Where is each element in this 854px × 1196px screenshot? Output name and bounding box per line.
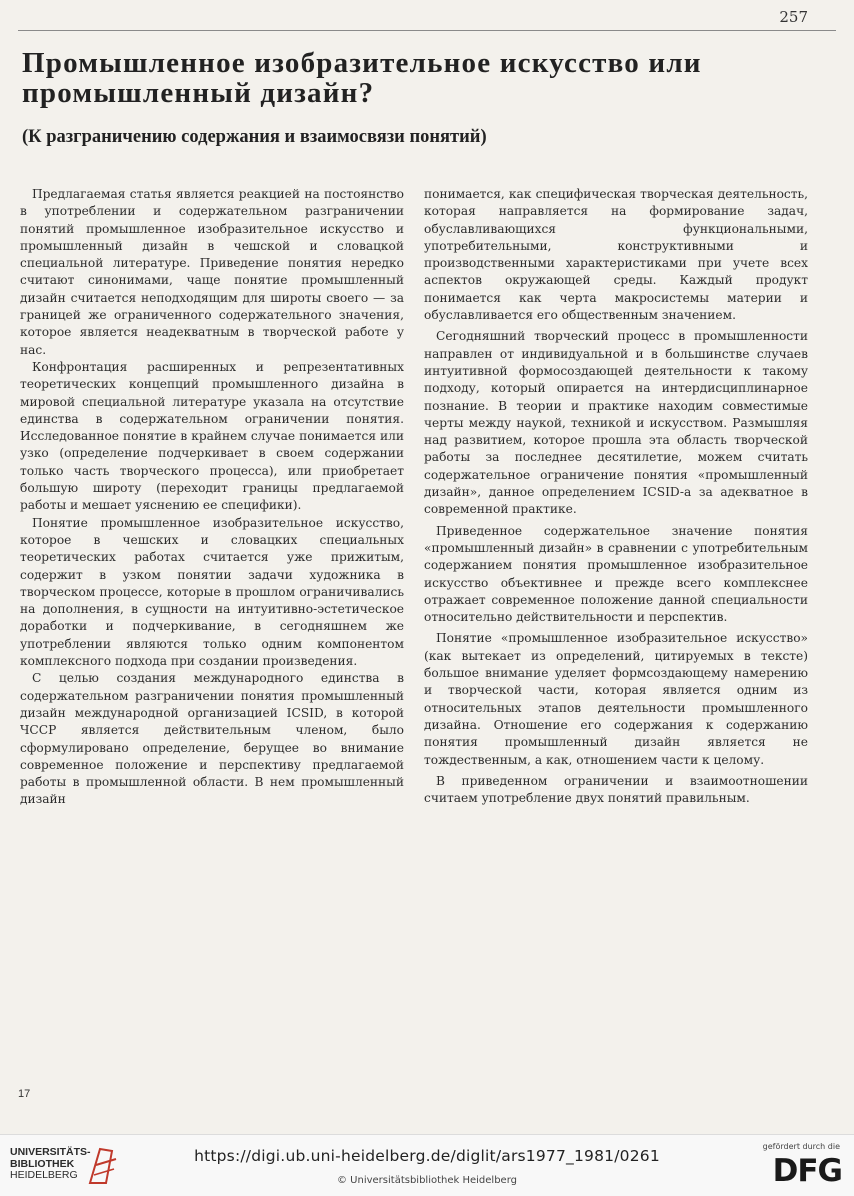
article-title: Промышленное изобразительное искусство или промышленный дизайн? [22, 47, 702, 109]
paragraph: В приведенном ограничении и взаимоотношении считаем употребление двух понятий правильным. [424, 773, 808, 806]
paragraph: Приведенное содержательное значение понятия «промышленный дизайн» в сравнении с употребительным содержанием понятия промышленное изобразительное искусство объективнее и прежде всего комплекснее отражает современное положение данной специальности относительно действительности и перспектив. [424, 523, 808, 625]
viewer-footer [0, 1134, 854, 1196]
paragraph: Конфронтация расширенных и репрезентативных теоретических концепций промышленного дизайна в мировой специальной литературе указала на отсутствие единства в содержательном ограничении понятия. Исследованное понятие в крайнем случае понимается или узко (определение подчеркивает в своем содержании только часть творческого процесса), или приобретает большую широту (переходит границы предлагаемой работы и мешает уяснению ее специфики). [20, 359, 404, 513]
dfg-logo[interactable]: DFG [772, 1153, 842, 1189]
logo-line-3: HEIDELBERG [10, 1169, 78, 1181]
page-number: 257 [779, 8, 808, 26]
paragraph: понимается, как специфическая творческая деятельность, которая направляется на формирование задач, обуславливающихся функциональными, употребительными, конструктивными и производственными характеристиками при учете всех аспектов окружающей среды. Каждый продукт понимается как черта макросистемы материи и обуславливается его общественным значением. [424, 187, 808, 323]
paragraph: Понятие промышленное изобразительное искусство, которое в чешских и словацких специальных теоретических работах считается уже прижитым, содержит в узком понятии задачи художника в творческом процессе, которые в прошлом ограничивались на дополнения, в сущности на интуитивно-эстетическое доработки и подчеркивание, в сегодняшнем же употреблении являются только одним компонентом комплексного подхода при создании произведения. [20, 515, 404, 669]
paragraph: Сегодняшний творческий процесс в промышленности направлен от индивидуальной и в большинстве случаев интуитивной формосоздающей деятельности к такому подходу, который опирается на интердисциплинарное познание. В теории и практике находим совместимые черты между наукой, техникой и искусством. Размышляя над развитием, которое прошла эта область творческой работы за последнее десятилетие, можем считать содержательное ограничение понятия «промышленный дизайн», данное определением ICSID-a за адекватное в современной практике. [424, 329, 808, 517]
paragraph: С целью создания международного единства в содержательном разграничении понятия промышленный дизайн международной организацией ICSID, в которой ЧССР является действительным членом, было сформулировано определение, берущее во внимание современное положение и перспективу предлагаемой работы в промышленной области. В нем промышленный дизайн [20, 671, 404, 807]
footnote-number: 17 [18, 1088, 31, 1100]
left-column [20, 186, 404, 809]
logo-line-1: UNIVERSITÄTS- [10, 1146, 91, 1158]
logo-line-2: BIBLIOTHEK [10, 1157, 75, 1170]
right-column [424, 186, 808, 807]
copyright-notice: © Universitätsbibliothek Heidelberg [336, 1175, 517, 1186]
top-rule [18, 30, 836, 31]
article-subtitle: (К разграничению содержания и взаимосвязи понятий) [22, 127, 487, 147]
permalink-url[interactable]: https://digi.ub.uni-heidelberg.de/diglit/ars1977_1981/0261 [194, 1147, 660, 1165]
paragraph: Понятие «промышленное изобразительное искусство» (как вытекает из определений, цитируемых в тексте) большое внимание уделяет формсоздающему намерению и творческой части, которая является одним из относительных этапов деятельности промышленного дизайна. Отношение его содержания к содержанию понятия промышленный дизайн является не тождественным, а как, отношением части к целому. [424, 631, 808, 767]
dfg-caption: gefördert durch die [762, 1142, 840, 1151]
paragraph: Предлагаемая статья является реакцией на постоянство в употреблении и содержательном разграничении понятий промышленное изобразительное искусство и промышленный дизайн в чешской и словацкой специальной литературе. Приведение понятия нередко считают синонимами, чаще понятие промышленный дизайн считается неподходящим для широты своего — за границей же ограниченного содержательного значения, которое является неадекватным в творческой работе у нас. [20, 187, 404, 357]
